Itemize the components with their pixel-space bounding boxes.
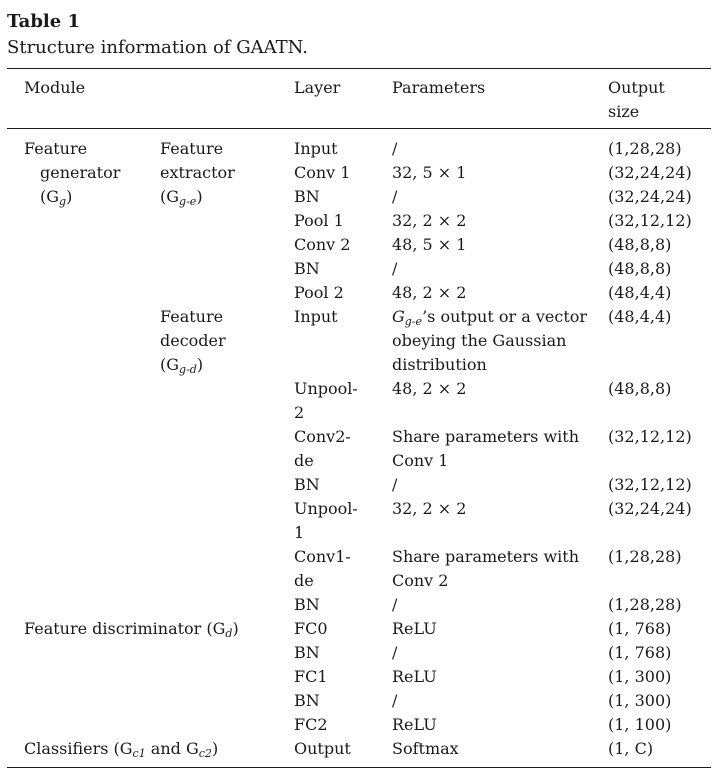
output-size-cell: (48,8,8): [608, 235, 672, 254]
table-caption: Structure information of GAATN.: [7, 37, 308, 58]
parameters-cell: /: [392, 475, 398, 494]
output-size-cell: (32,24,24): [608, 163, 692, 182]
output-size-cell: (1, C): [608, 739, 654, 758]
output-size-cell: (1, 768): [608, 619, 672, 638]
output-size-cell: (32,24,24): [608, 187, 692, 206]
output-size-cell: (1,28,28): [608, 547, 682, 566]
layer-cell: FC0: [294, 619, 328, 638]
output-size-cell: (32,12,12): [608, 475, 692, 494]
output-size-cell: (1,28,28): [608, 595, 682, 614]
layer-cell: 1: [294, 523, 305, 542]
output-size-cell: (1,28,28): [608, 139, 682, 158]
layer-cell: Input: [294, 139, 338, 158]
module-discriminator: Feature discriminator $(G_d)$: [24, 619, 239, 640]
parameters-cell: /: [392, 691, 398, 710]
layer-cell: BN: [294, 643, 320, 662]
parameters-cell: Conv 2: [392, 571, 449, 590]
layer-cell: Conv 2: [294, 235, 351, 254]
module-classifiers: Classifiers ($G_{c1}$ and $G_{c2}$): [24, 739, 219, 760]
parameters-cell: /: [392, 187, 398, 206]
output-size-cell: (48,4,4): [608, 307, 672, 326]
output-size-cell: (1, 100): [608, 715, 672, 734]
table-label: Table 1: [7, 11, 81, 32]
parameters-cell: $G_{g-e}’s$ output or a vector: [392, 307, 588, 328]
module-generator-line2: generator: [40, 163, 121, 182]
top-rule: [7, 68, 711, 69]
parameters-cell: distribution: [392, 355, 487, 374]
output-size-cell: (1, 300): [608, 691, 672, 710]
header-output-line2: size: [608, 102, 640, 121]
output-size-cell: (1, 300): [608, 667, 672, 686]
output-size-cell: (48,8,8): [608, 379, 672, 398]
parameters-cell: Share parameters with: [392, 427, 580, 446]
output-size-cell: (48,8,8): [608, 259, 672, 278]
parameters-cell: 32, 2 × 2: [392, 211, 467, 230]
layer-cell: FC2: [294, 715, 328, 734]
parameters-cell: ReLU: [392, 715, 437, 734]
layer-cell: de: [294, 571, 314, 590]
layer-cell: Unpool-: [294, 499, 358, 518]
parameters-cell: /: [392, 259, 398, 278]
parameters-cell: ReLU: [392, 619, 437, 638]
parameters-cell: 32, 2 × 2: [392, 499, 467, 518]
layer-cell: BN: [294, 187, 320, 206]
parameters-cell: /: [392, 595, 398, 614]
layer-cell: BN: [294, 259, 320, 278]
parameters-cell: obeying the Gaussian: [392, 331, 567, 350]
layer-cell: de: [294, 451, 314, 470]
submodule-decoder-line1: Feature: [160, 307, 224, 326]
module-generator-symbol: $(G_g)$: [40, 187, 73, 208]
header-parameters: Parameters: [392, 78, 486, 97]
parameters-cell: ReLU: [392, 667, 437, 686]
header-rule: [7, 128, 711, 129]
layer-cell: BN: [294, 691, 320, 710]
bottom-rule: [7, 767, 711, 768]
submodule-decoder-symbol: $(G_{g-d})$: [160, 355, 204, 376]
parameters-cell: 32, 5 × 1: [392, 163, 467, 182]
parameters-cell: Conv 1: [392, 451, 449, 470]
parameters-cell: 48, 2 × 2: [392, 283, 467, 302]
layer-cell: BN: [294, 595, 320, 614]
header-module: Module: [24, 78, 86, 97]
parameters-cell: /: [392, 643, 398, 662]
parameters-cell: /: [392, 139, 398, 158]
header-output-line1: Output: [608, 78, 665, 97]
layer-cell: Unpool-: [294, 379, 358, 398]
layer-cell: Conv2-: [294, 427, 351, 446]
parameters-cell: Share parameters with: [392, 547, 580, 566]
layer-cell: BN: [294, 475, 320, 494]
layer-cell: Conv 1: [294, 163, 351, 182]
output-size-cell: (48,4,4): [608, 283, 672, 302]
layer-cell: FC1: [294, 667, 328, 686]
parameters-cell: 48, 5 × 1: [392, 235, 467, 254]
submodule-extractor-line2: extractor: [160, 163, 235, 182]
module-generator-line1: Feature: [24, 139, 88, 158]
header-layer: Layer: [294, 78, 341, 97]
layer-cell: Conv1-: [294, 547, 351, 566]
layer-cell: Input: [294, 307, 338, 326]
layer-cell: Pool 1: [294, 211, 344, 230]
output-size-cell: (32,12,12): [608, 427, 692, 446]
submodule-extractor-line1: Feature: [160, 139, 224, 158]
layer-cell: Output: [294, 739, 351, 758]
output-size-cell: (1, 768): [608, 643, 672, 662]
parameters-cell: Softmax: [392, 739, 459, 758]
layer-cell: 2: [294, 403, 305, 422]
parameters-cell: 48, 2 × 2: [392, 379, 467, 398]
submodule-extractor-symbol: $(G_{g-e})$: [160, 187, 203, 208]
output-size-cell: (32,12,12): [608, 211, 692, 230]
layer-cell: Pool 2: [294, 283, 344, 302]
output-size-cell: (32,24,24): [608, 499, 692, 518]
submodule-decoder-line2: decoder: [160, 331, 226, 350]
